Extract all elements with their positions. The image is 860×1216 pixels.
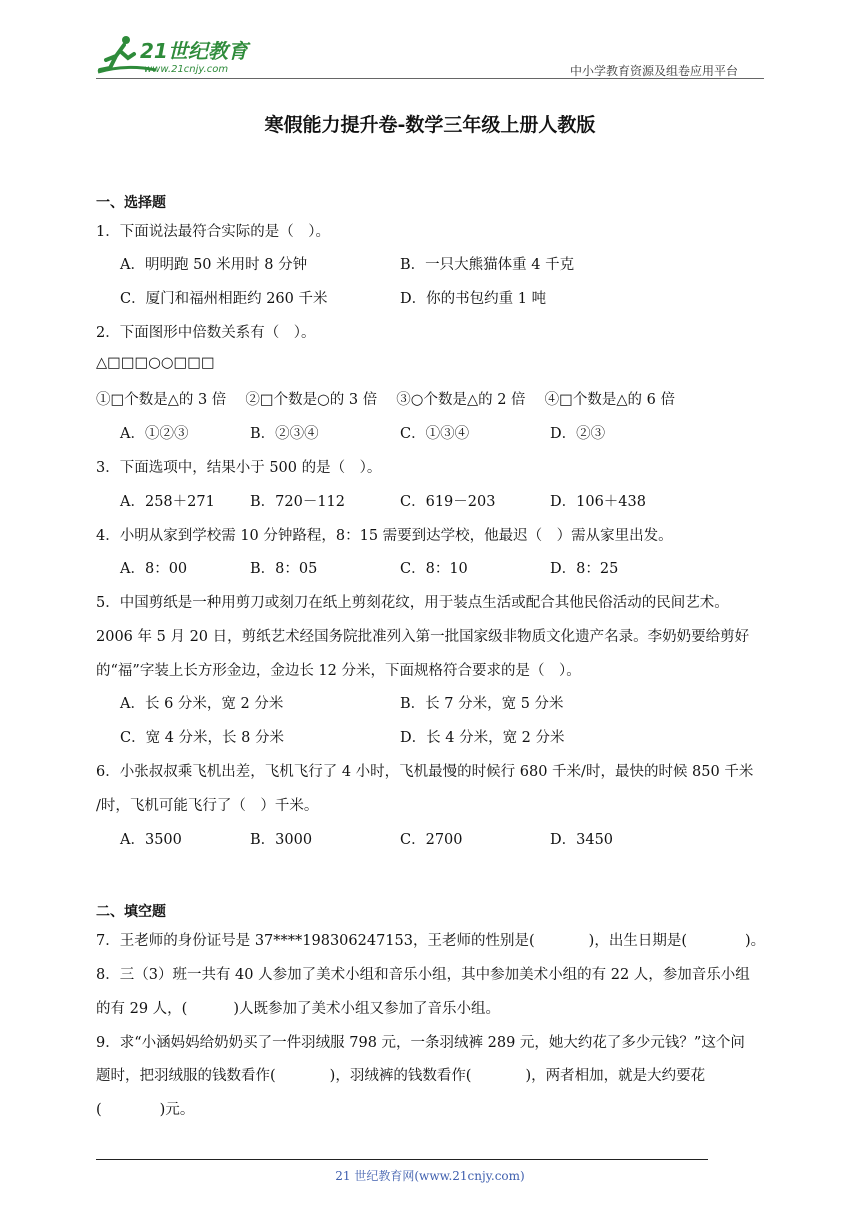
question-7 — [96, 929, 765, 950]
footer-site-text[interactable]: 21 世纪教育网(www.21cnjy.com) — [335, 1169, 525, 1183]
question-8-text-a: 的有 29 人，( — [96, 1001, 188, 1017]
question-4-option-c: C．8：10 — [400, 561, 468, 577]
question-4-option-b: B．8：05 — [250, 561, 318, 577]
question-8-line-2 — [96, 997, 500, 1018]
section-heading-fill: 二、填空题 — [96, 904, 166, 920]
question-5-option-c: C．宽 4 分米，长 8 分米 — [120, 730, 284, 746]
question-6-option-a: A．3500 — [120, 832, 182, 848]
question-2-option-d: D．②③ — [550, 426, 606, 442]
question-9-line-2 — [96, 1064, 705, 1085]
header-platform-text: 中小学教育资源及组卷应用平台 — [570, 64, 739, 78]
question-2-option-c: C．①③④ — [400, 426, 470, 442]
question-2-statements: ①□个数是△的 3 倍 ②□个数是○的 3 倍 ③○个数是△的 2 倍 ④□个数是△的 6 倍 — [96, 392, 675, 408]
question-4-option-d: D．8：25 — [550, 561, 619, 577]
question-6-line-2: /时，飞机可能飞行了（ ）千米。 — [96, 798, 319, 814]
question-9-text-b: )，羽绒裤的钱数看作( — [329, 1068, 472, 1084]
question-9-text-d: ( — [96, 1102, 102, 1118]
question-4-option-a: A．8：00 — [120, 561, 188, 577]
question-6-option-d: D．3450 — [550, 832, 614, 848]
question-3-option-b: B．720－112 — [250, 494, 346, 510]
question-1-option-d: D．你的书包约重 1 吨 — [400, 291, 547, 307]
question-6-option-c: C．2700 — [400, 832, 463, 848]
question-6-option-b: B．3000 — [250, 832, 313, 848]
question-8-text-b: )人既参加了美术小组又参加了音乐小组。 — [233, 1001, 500, 1017]
question-2-stem: 2．下面图形中倍数关系有（ ）。 — [96, 325, 316, 341]
question-1-stem: 1．下面说法最符合实际的是（ ）。 — [96, 224, 330, 240]
svg-text:21世纪教育: 21世纪教育 — [140, 39, 248, 63]
question-3-option-c: C．619－203 — [400, 494, 496, 510]
question-5-option-a: A．长 6 分米，宽 2 分米 — [120, 696, 284, 712]
question-9-text-a: 题时，把羽绒服的钱数看作( — [96, 1068, 276, 1084]
question-5-line-1: 5．中国剪纸是一种用剪刀或刻刀在纸上剪刻花纹，用于装点生活或配合其他民俗活动的民间艺术。 — [96, 595, 729, 611]
question-5-option-b: B．长 7 分米，宽 5 分米 — [400, 696, 564, 712]
question-5-line-2: 2006 年 5 月 20 日，剪纸艺术经国务院批准列入第一批国家级非物质文化遗产名录。李奶奶要给剪好 — [96, 629, 750, 645]
question-3-option-d: D．106＋438 — [550, 494, 646, 510]
footer-divider — [96, 1159, 708, 1160]
question-1-option-a: A．明明跑 50 米用时 8 分钟 — [120, 257, 308, 273]
section-heading-choice: 一、选择题 — [96, 195, 166, 211]
question-9-text-c: )，两者相加，就是大约要花 — [525, 1068, 706, 1084]
question-3-option-a: A．258＋271 — [120, 494, 215, 510]
question-2-option-a: A．①②③ — [120, 426, 189, 442]
question-5-option-d: D．长 4 分米，宽 2 分米 — [400, 730, 565, 746]
question-3-stem: 3．下面选项中，结果小于 500 的是（ ）。 — [96, 460, 382, 476]
question-4-stem: 4．小明从家到学校需 10 分钟路程，8：15 需要到达学校，他最迟（ ）需从家里出发。 — [96, 528, 673, 544]
question-9-line-3 — [96, 1098, 194, 1119]
question-9-line-1: 9．求“小涵妈妈给奶奶买了一件羽绒服 798 元，一条羽绒裤 289 元，她大约花了多少元钱？”这个问 — [96, 1035, 745, 1051]
question-2-shapes: △□□□○○□□□ — [96, 355, 215, 371]
question-6-line-1: 6．小张叔叔乘飞机出差，飞机飞行了 4 小时，飞机最慢的时候行 680 千米/时，最快的时候 850 千米 — [96, 764, 754, 780]
question-7-text-c: )。 — [744, 933, 766, 949]
question-9-text-e: )元。 — [159, 1102, 195, 1118]
question-7-text-b: )，出生日期是( — [588, 933, 687, 949]
question-5-line-3: 的“福”字装上长方形金边，金边长 12 分米，下面规格符合要求的是（ ）。 — [96, 663, 581, 679]
svg-text:www.21cnjy.com: www.21cnjy.com — [144, 64, 229, 75]
question-1-option-c: C．厦门和福州相距约 260 千米 — [120, 291, 328, 307]
runner-logo-icon — [96, 34, 266, 78]
question-1-option-b: B．一只大熊猫体重 4 千克 — [400, 257, 575, 273]
question-7-text-a: 7．王老师的身份证号是 37****198306247153，王老师的性别是( — [96, 933, 535, 949]
header-divider — [96, 78, 764, 79]
question-8-line-1: 8．三（3）班一共有 40 人参加了美术小组和音乐小组，其中参加美术小组的有 22 人，参加音乐小组 — [96, 967, 750, 983]
page-title: 寒假能力提升卷-数学三年级上册人教版 — [264, 114, 596, 136]
question-2-option-b: B．②③④ — [250, 426, 319, 442]
site-logo — [96, 34, 266, 78]
